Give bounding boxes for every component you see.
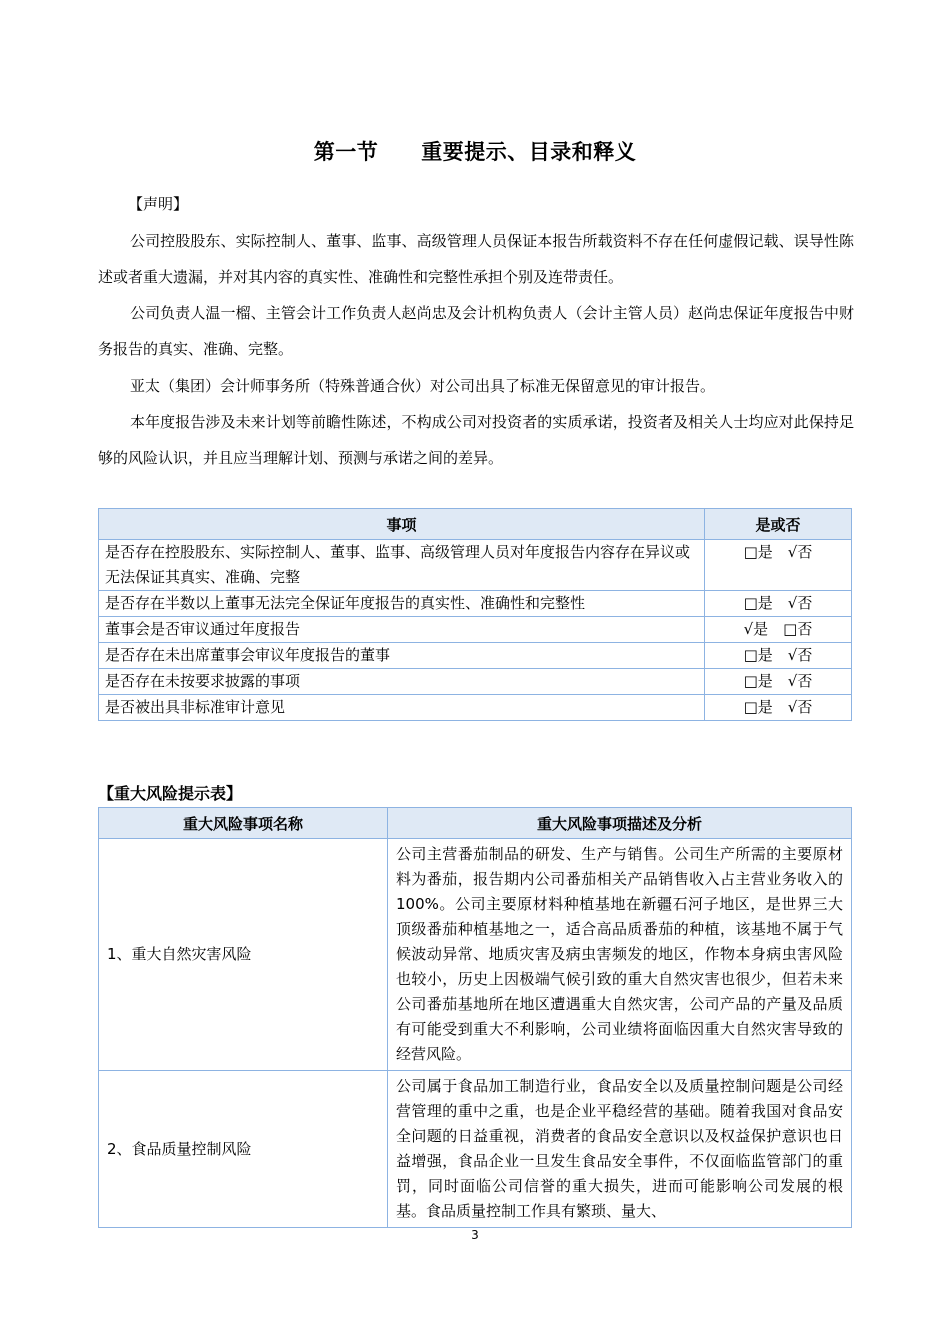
matters-table [98,508,852,721]
matter-answer: □是 √否 [705,695,852,721]
matter-answer: √是 □否 [705,617,852,643]
risk-description: 公司主营番茄制品的研发、生产与销售。公司生产所需的主要原材料为番茄，报告期内公司番茄相关产品销售收入占主营业务收入的100%。公司主要原材料种植基地在新疆石河子地区，是世界三大顶级番茄种植基地之一，适合高品质番茄的种植，该基地不属于气候波动异常、地质灾害及病虫害频发的地区，作物本身病虫害风险也较小，历史上因极端气候引致的重大自然灾害也很少，但若未来公司番茄基地所在地区遭遇重大自然灾害，公司产品的产量及品质有可能受到重大不利影响，公司业绩将面临因重大自然灾害导致的经营风险。 [388,839,852,1071]
table-row [99,591,852,617]
table-row [99,540,852,591]
declaration-paragraph: 本年度报告涉及未来计划等前瞻性陈述，不构成公司对投资者的实质承诺，投资者及相关人士均应对此保持足够的风险认识，并且应当理解计划、预测与承诺之间的差异。 [98,413,854,467]
declaration-paragraph: 公司控股股东、实际控制人、董事、监事、高级管理人员保证本报告所载资料不存在任何虚假记载、误导性陈述或者重大遗漏，并对其内容的真实性、准确性和完整性承担个别及连带责任。 [98,232,854,286]
page-number: 3 [471,1228,479,1242]
declaration-paragraph: 公司负责人温一榴、主管会计工作负责人赵尚忠及会计机构负责人（会计主管人员）赵尚忠保证年度报告中财务报告的真实、准确、完整。 [98,304,854,358]
column-header-risk-name: 重大风险事项名称 [99,808,388,839]
matter-answer: □是 √否 [705,643,852,669]
matter-item: 是否被出具非标准审计意见 [99,695,705,721]
page-title: 第一节 重要提示、目录和释义 [313,140,637,164]
declaration-paragraph: 亚太（集团）会计师事务所（特殊普通合伙）对公司出具了标准无保留意见的审计报告。 [130,377,716,395]
table-header-row [99,808,852,839]
matter-item: 是否存在半数以上董事无法完全保证年度报告的真实性、准确性和完整性 [99,591,705,617]
matter-item: 是否存在控股股东、实际控制人、董事、监事、高级管理人员对年度报告内容存在异议或无法保证其真实、准确、完整 [99,540,705,591]
risk-name: 1、重大自然灾害风险 [99,839,388,1071]
table-row [99,669,852,695]
table-row [99,643,852,669]
matter-item: 董事会是否审议通过年度报告 [99,617,705,643]
matter-answer: □是 √否 [705,669,852,695]
risk-name: 2、食品质量控制风险 [99,1071,388,1228]
matter-answer: □是 √否 [705,591,852,617]
matter-item: 是否存在未出席董事会审议年度报告的董事 [99,643,705,669]
column-header-item: 事项 [99,509,705,540]
column-header-risk-description: 重大风险事项描述及分析 [388,808,852,839]
risk-description: 公司属于食品加工制造行业，食品安全以及质量控制问题是公司经营管理的重中之重，也是企业平稳经营的基础。随着我国对食品安全问题的日益重视，消费者的食品安全意识以及权益保护意识也日益增强，食品企业一旦发生食品安全事件，不仅面临监管部门的重罚，同时面临公司信誉的重大损失，进而可能影响公司发展的根基。食品质量控制工作具有繁琐、量大、 [388,1071,852,1228]
table-row [99,1071,852,1228]
table-header-row [99,509,852,540]
table-row [99,695,852,721]
matter-item: 是否存在未按要求披露的事项 [99,669,705,695]
risk-table [98,807,852,1228]
table-row [99,839,852,1071]
column-header-answer: 是或否 [705,509,852,540]
risk-table-heading: 【重大风险提示表】 [98,784,243,803]
matter-answer: □是 √否 [705,540,852,591]
declaration-label: 【声明】 [128,195,189,213]
table-row [99,617,852,643]
